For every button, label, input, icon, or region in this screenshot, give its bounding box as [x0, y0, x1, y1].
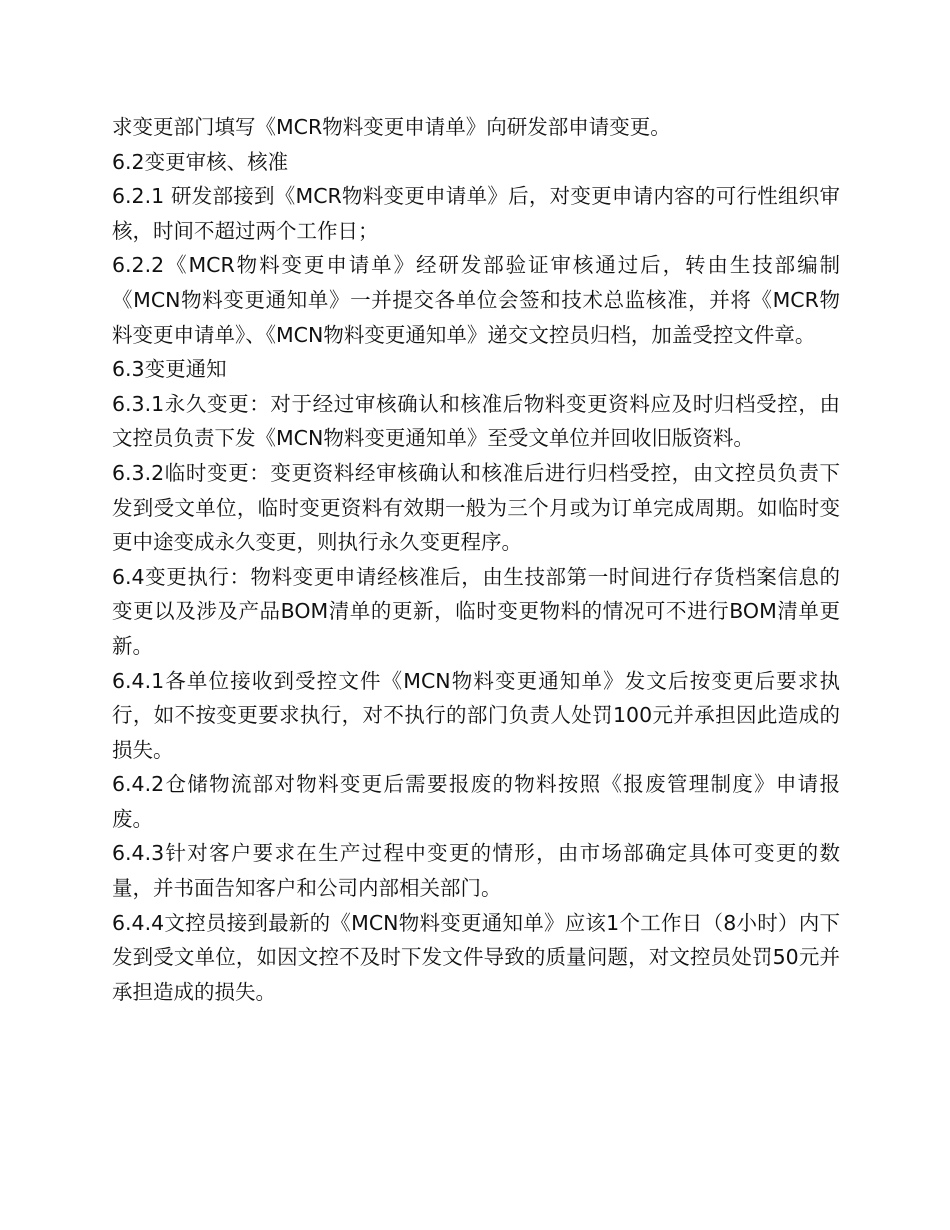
heading-6-3: 6.3变更通知 — [112, 357, 227, 382]
paragraph-6-4-4: 6.4.4文控员接到最新的《MCN物料变更通知单》应该1个工作日（8小时）内下发到受文单位，如因文控不及时下发文件导致的质量问题，对文控员处罚50元并承担造成的损失。 — [112, 910, 840, 1004]
paragraph-6-4-3: 6.4.3针对客户要求在生产过程中变更的情形，由市场部确定具体可变更的数量，并书面告知客户和公司内部相关部门。 — [112, 841, 840, 901]
document-body — [112, 110, 840, 1009]
paragraph-6-4-1: 6.4.1各单位接收到受控文件《MCN物料变更通知单》发文后按变更后要求执行，如不按变更要求执行，对不执行的部门负责人处罚100元并承担因此造成的损失。 — [112, 668, 840, 762]
heading-6-2: 6.2变更审核、核准 — [112, 149, 289, 174]
paragraph-6-4-2: 6.4.2仓储物流部对物料变更后需要报废的物料按照《报废管理制度》申请报废。 — [112, 772, 840, 831]
paragraph-6-3-2: 6.3.2临时变更：变更资料经审核确认和核准后进行归档受控，由文控员负责下发到受文单位，临时变更资料有效期一般为三个月或为订单完成周期。如临时变更中途变成永久变更，则执行永久变更程序。 — [112, 460, 840, 555]
paragraph-6-3-1: 6.3.1永久变更：对于经过审核确认和核准后物料变更资料应及时归档受控，由文控员负责下发《MCN物料变更通知单》至受文单位并回收旧版资料。 — [112, 391, 840, 451]
paragraph-6-2-2: 6.2.2《MCR物料变更申请单》经研发部验证审核通过后，转由生技部编制《MCN物料变更通知单》一并提交各单位会签和技术总监核准，并将《MCR物料变更申请单》、《MCN物料变更通知单》递交文控员归档，加盖受控文件章。 — [112, 253, 840, 347]
paragraph-6-4: 6.4变更执行：物料变更申请经核准后，由生技部第一时间进行存货档案信息的变更以及涉及产品BOM清单的更新，临时变更物料的情况可不进行BOM清单更新。 — [112, 564, 840, 658]
paragraph-change-request-tail: 求变更部门填写《MCR物料变更申请单》向研发部申请变更。 — [112, 115, 671, 139]
paragraph-6-2-1: 6.2.1 研发部接到《MCR物料变更申请单》后，对变更申请内容的可行性组织审核，时间不超过两个工作日； — [112, 184, 840, 243]
